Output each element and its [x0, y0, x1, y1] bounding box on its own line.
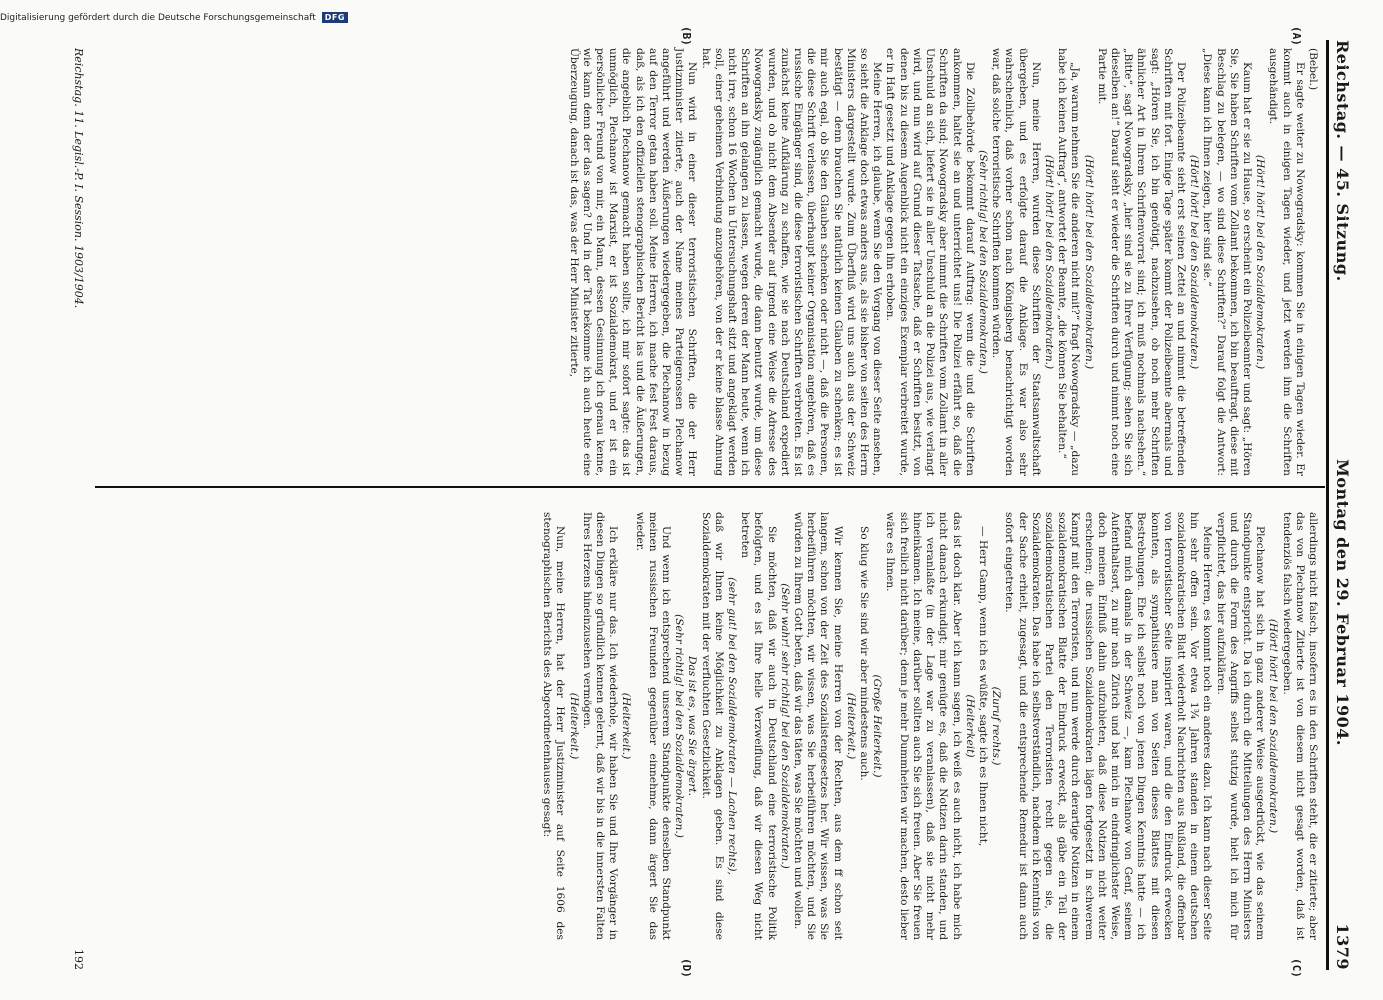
paragraph: Meine Herren, es kommt noch ein anderes dazu. Ich kann nach dieser Seite hin sehr offen sein. Vor etwa 1¾ Jahren standen in einem deutschen sozialdemokratischen Blatt wiederholt Nachrichten aus Rußland, die offenbar von terroristischer Seite inspiriert waren, und die den Eindruck erwecken konnten, als sympathisiere man von Seiten dieses Blattes mit diesen Bestrebungen. Ehe ich selbst noch von jenen Dingen Kenntnis hatte — ich befand mich damals in der Schweiz —, kam Plechanow von Genf, seinem Aufenthaltsort, zu mir nach Zürich und bat mich in eindringlichster Weise, doch meinen Einfluß dahin aufzubieten, daß diese Notizen nicht weiter erscheinen; die russischen Sozialdemokraten lägen fortgesetzt in schwerem Kampf mit den Terroristen, und nun werde durch derartige Notizen in einem sozialdemokratischen Blatte der Eindruck erweckt, als gäbe ein Teil der sozialdemokratischen Partei den Terroristen recht gegen sie, die Sozialdemokraten. Das habe ich selbstverständlich, nachdem ich Kenntnis von der Sache erhielt, zugesagt, und die entsprechende Remedur ist dann auch sofort eingetreten.	[1003, 512, 1214, 940]
paragraph: daß wir Ihnen keine Möglichkeit zu Anklagen geben. Es sind diese Sozialdemokraten mit der verfluchten Gesetzlichkeit.	[699, 512, 725, 940]
dfg-logo: DFG	[322, 12, 348, 23]
interjection: (Hört! hört! bei den Sozialdemokraten.)	[1042, 154, 1055, 370]
paragraph: „Ja, warum nehmen Sie die anderen nicht mit?“ fragt Nowogradsky — „dazu habe ich keinen Auftrag“, antwortet der Beamte, „die können Sie behalten.“	[1056, 48, 1082, 476]
paragraph: (Bebel.)	[1307, 48, 1319, 91]
interjection: (Heiterkeit)	[963, 694, 976, 758]
interjection: (Hört! hört! bei den Sozialdemokraten.)	[1254, 154, 1267, 370]
paragraph: Nun, meine Herren, hat der Herr Justizminister auf Seite 1606 des stenographischen Berichts des Abgeordnetenhauses gesagt:	[541, 512, 567, 940]
interjection: (Hört! hört! bei den Sozialdemokraten.)	[1267, 618, 1280, 834]
column-divider	[95, 486, 1325, 488]
digitization-text: Digitalisierung gefördert durch die Deutsche Forschungsgemeinschaft	[0, 12, 316, 23]
paragraph: Ich erkläre nur das. Ich wiederhole, wir haben Sie und Ihre Vorgänger in diesen Dingen so gründlich kennen gelernt, daß wir bis in die innersten Falten Ihres Herzens hineinzusehen vermögen.	[580, 512, 620, 940]
paragraph: Kaum hat er sie zu Hause, so erscheint ein Polizeibeamter und sagt: „Hören Sie, Sie haben Schriften vom Zollamt bekommen, ich bin beauftragt, diese mit Beschlag zu belegen, — wo sind diese Schriften?“ Darauf folgt die Antwort: „Diese kann ich Ihnen zeigen, hier sind sie.“	[1201, 48, 1253, 476]
interjection: (Sehr wahr! sehr richtig! bei den Sozialdemokraten.)	[778, 583, 791, 869]
left-column	[566, 48, 1319, 476]
digitization-note	[0, 12, 348, 23]
paragraph: Wir kennen Sie, meine Herren von der Rechten, aus dem ff schon seit langem, schon von der Zeit des Sozialistengesetzes her. Wir wissen, was Sie herbeiführen möchten, wir wissen, was Sie herbeiführen möchten, und Sie würden zu Ihrem Gott beten, daß wir das täten, was Sie möchten und wollen.	[792, 512, 844, 940]
paragraph: Der Polizeibeamte sieht erst seinen Zettel an und nimmt die betreffenden Schriften mit fort. Einige Tage später kommt der Polizeibeamte abermals und sagt: „Hören Sie, ich bin genötigt, nachzusehen, ob noch mehr Schriften ähnlicher Art in Ihrem Schriftenvorrat sind; ich muß nochmals nachsehen.“ „Bitte“, sagt Nowogradsky, „hier sind sie zu Ihrer Verfügung; sehen Sie sich dieselben an!“ Darauf sieht er wieder die Schriften durch und nimmt noch eine Partie mit.	[1095, 48, 1187, 476]
paragraph: Er sagte weiter zu Nowogradsky: kommen Sie in einigen Tagen wieder. Er kommt auch in einigen Tagen wieder, und jetzt werden ihm die Schriften ausgehändigt.	[1267, 48, 1306, 476]
margin-marker-b: (B)	[680, 26, 693, 46]
paragraph: das ist doch klar. Aber ich kann sagen, ich weiß es auch nicht, ich habe mich nicht danach erkundigt; mir genügte es, daß die Notizen darin standen, und ich veranlaßte (in der Lage war zu veranlassen), daß sie nicht mehr hineinkamen. Ich meine, darüber sollten auch Sie sich freuen. Aber Sie freuen sich freilich nicht darüber; denn je mehr Dummheiten wir machen, desto lieber wäre es Ihnen.	[884, 512, 963, 940]
interjection: (Heiterkeit.)	[844, 692, 857, 760]
paragraph: Plechanow hat sich in ganz anderer Weise ausgedrückt, wie das seinem Standpunkte entspricht. Da ich durch die Mitteilungen des Herrn Ministers und durch die Form des Angriffs selbst stutzig wurde, hielt ich mich für verpflichtet, das hier aufzuklären.	[1214, 512, 1267, 940]
margin-marker-a: (A)	[1290, 26, 1303, 46]
paragraph: So klug wie Sie sind wir aber mindestens auch.	[858, 526, 871, 781]
interjection: (Große Heiterkeit.)	[871, 674, 884, 778]
interjection: (Hört! hört! bei den Sozialdemokraten.)	[1188, 154, 1201, 370]
paragraph: Nun wird in einer dieser terroristischen Schriften, die der Herr Justizminister zitierte, auch der Name meines Parteigenossen Plechanow angeführt und werden Äußerungen wiedergegeben, die Plechanow in bezug auf den Terror getan haben soll. Meine Herren, ich mache fest Fest daraus, daß, als ich den offiziellen stenographischen Bericht las und die Äußerungen, die angeblich Plechanow gemacht haben sollte, ich mir sofort sagte: das ist unmöglich, Plechanow ist Marxist, er ist Sozialdemokrat, und er ist ein persönlicher Freund von mir, ein Mann, dessen Gesinnung ich genau kenne, wie kann denn der das sagen? Und in der Tat bekomme ich auch heute eine Überzeugung, danach ist das, was der Herr Minister zitierte,	[567, 48, 699, 476]
page-footer	[72, 48, 85, 970]
paragraph: Sie möchten, daß wir auch in Deutschland eine terroristische Politik befolgten, und es ist Ihre helle Verzweiflung, daß wir diesen Weg nicht betreten	[739, 512, 778, 940]
interjection: (Heiterkeit.)	[567, 692, 580, 760]
interjection: (Hört! hört! bei den Sozialdemokraten.)	[1082, 154, 1095, 370]
right-column	[540, 512, 1319, 940]
paragraph: Meine Herren, ich glaube, wenn Sie den Vorgang von dieser Seite ansehen, so sieht die Anklage doch etwas anders aus, als sie bisher von seiten des Herrn Ministers dargestellt wurde. Zum Überfluß wird uns auch aus der Schweiz bestätigt — denn brauchen Sie natürlich keinen Glauben zu schenken; es ist mir auch egal, ob Sie den Glauben schenken oder nicht —, daß die Personen, die diese Schrift verlassen, überhaupt keiner Organisation angehören, daß es russische Eingänger sind, die diese terroristischen Schriften verbreiten. Es ist zunächst keine Aufklärung zu schaffen, wie sie nach Deutschland expediert wurden, und ob nicht dem Absender auf irgend eine Weise die Adresse des Nowogradsky zugänglich gemacht wurde, die dann benutzt wurde, um diese Schriften an ihn gelangen zu lassen, wegen deren der Mann heute, wenn ich nicht irre, schon 16 Wochen in Untersuchungshaft sitzt und angeklagt werden soll, einer geheimen Verbindung anzugehören, von der er keine blasse Ahnung hat.	[699, 48, 884, 476]
paragraph: Die Zollbehörde bekommt darauf Auftrag: wenn die und die Schriften ankommen, haltet sie an und unterrichtet uns! Die Polizei erfährt so, daß die Schriften da sind; Nowogradsky aber nimmt die Schriften vom Zollamt in aller Unschuld an sich, liefert sie in aller Unschuld an die Polizei aus, wie verlangt wird, und nun wird auf Grund dieser Tatsache, daß er Schriften besitzt, von denen bis zu diesem Augenblick nicht ein einziges Exemplar verbreitet wurde, er in Haft gesetzt und Anklage gegen ihn erhoben.	[884, 48, 976, 476]
margin-marker-d: (D)	[680, 958, 693, 978]
header-left: Reichstag. — 45. Sitzung.	[1333, 40, 1352, 282]
margin-marker-c: (C)	[1290, 958, 1303, 978]
paragraph: Und wenn ich entsprechend unserem Standpunkte denselben Standpunkt meinen russischen Freunden gegenüber einnehme, dann ärgert Sie das wieder.	[633, 512, 673, 940]
page-header	[1326, 40, 1363, 970]
interjection: (Sehr richtig! bei den Sozialdemokraten.)	[976, 150, 989, 374]
interjection: (Heiterkeit.)	[620, 692, 633, 760]
interjection: (Sehr richtig! bei den Sozialdemokraten.)	[673, 614, 686, 838]
paragraph: — Herr Gamp, wenn ich es wüßte, sagte ich es Ihnen nicht,	[976, 526, 989, 847]
header-date: Montag den 29. Februar 1904.	[1333, 459, 1352, 746]
interjection: (Zuruf rechts.)	[990, 686, 1003, 766]
footer-session: Reichstag. 11. Legisl.-P. I. Session. 1903/1904.	[72, 48, 85, 309]
paragraph: allerdings nicht falsch, insofern es in den Schriften steht, die er zitierte; aber das von Plechanow Zitierte ist von diesem nicht gesagt worden, daß ist tendenziös falsch wiedergegeben.	[1280, 512, 1319, 940]
header-page-number: 1379	[1333, 923, 1352, 970]
interjection: Das ist es, was Sie ärgert.	[686, 655, 699, 797]
paragraph: Nun, meine Herren, wurden diese Schriften der Staatsanwaltschaft übergeben, und es erfolgte darauf die Anklage. Es war also sehr wahrscheinlich, daß vorher schon nach Königsberg benachrichtigt worden war, daß solche terroristische Schriften kommen würden.	[990, 48, 1042, 476]
interjection: (sehr gut! bei den Sozialdemokraten — Lachen rechts),	[726, 577, 739, 875]
footer-sheet-number: 192	[72, 949, 85, 970]
